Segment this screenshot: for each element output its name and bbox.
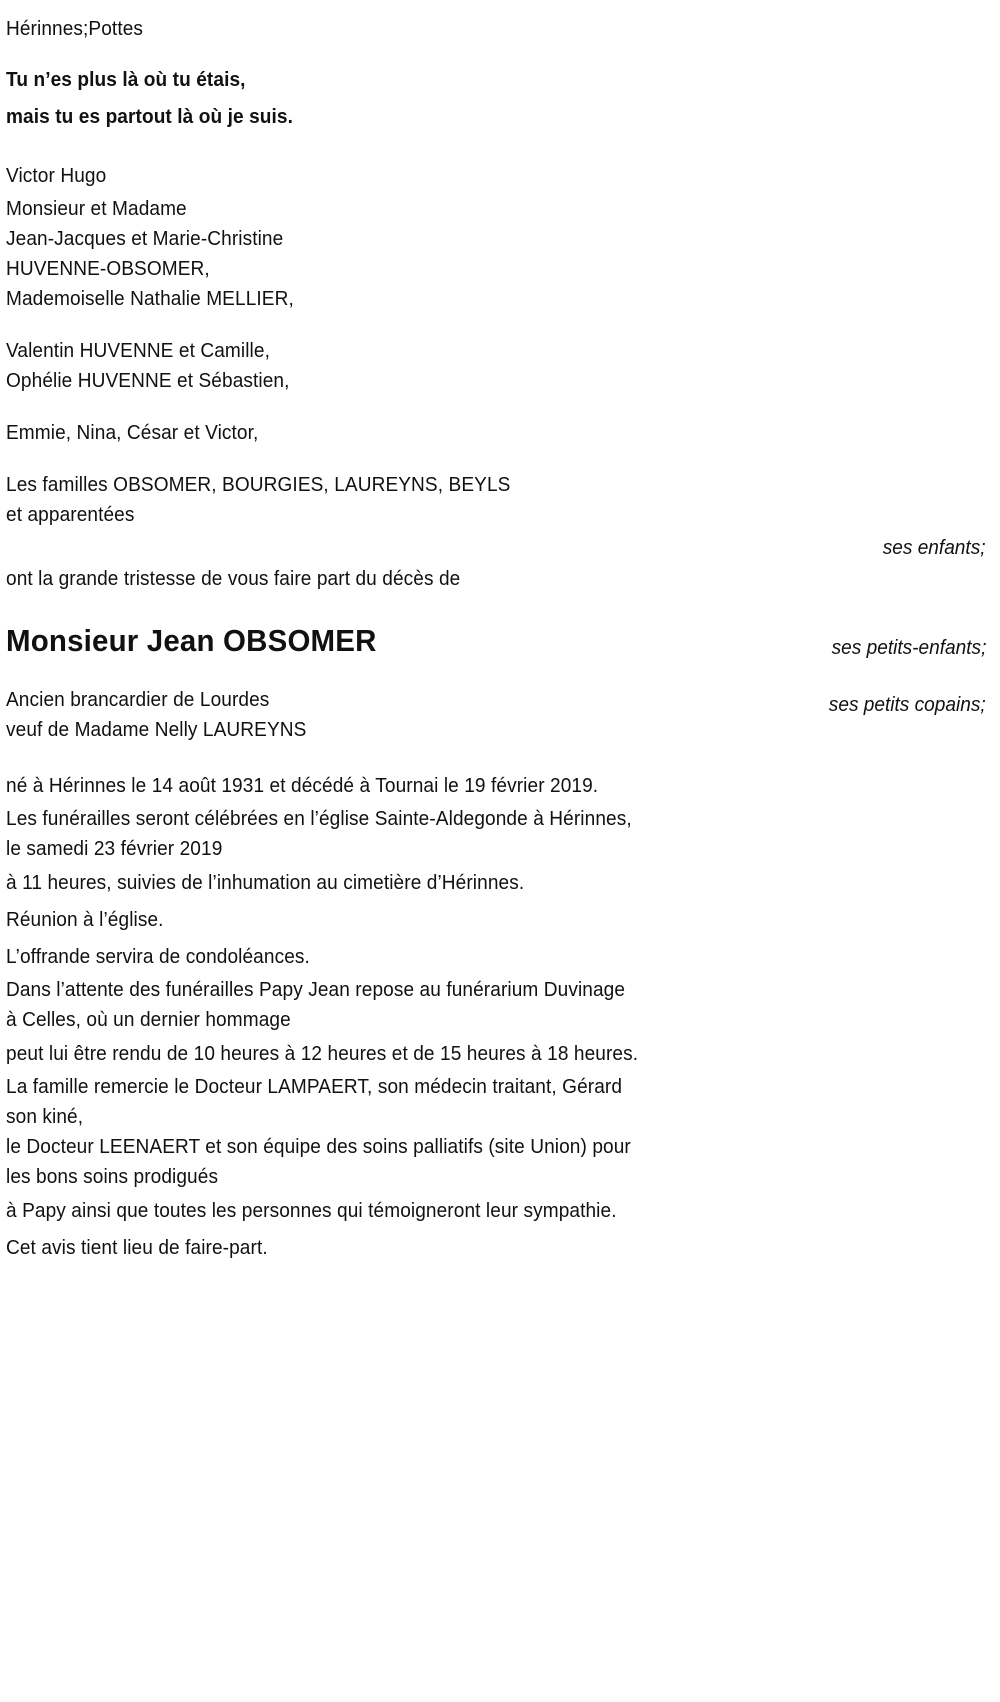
thanks-line-3: le Docteur LEENAERT et son équipe des soins palliatifs (site Union) pour: [6, 1135, 631, 1158]
grandchildren-line-2: Ophélie HUVENNE et Sébastien,: [6, 369, 290, 392]
deceased-name: Monsieur Jean OBSOMER: [6, 623, 377, 658]
relation-label-great-grandchildren: ses petits copains;: [829, 693, 986, 716]
closing-line: Cet avis tient lieu de faire-part.: [6, 1236, 268, 1259]
quote-line-1: Tu n’es plus là où tu étais,: [6, 68, 246, 91]
great-grandchildren-line-1: Emmie, Nina, César et Victor,: [6, 421, 259, 444]
announcement-intro: ont la grande tristesse de vous faire part du décès de: [6, 567, 461, 590]
spacer: [6, 448, 994, 470]
relation-label-grandchildren: ses petits-enfants;: [831, 636, 986, 659]
thanks-line-2: son kiné,: [6, 1105, 84, 1128]
spacer: [6, 314, 994, 336]
children-line-3: HUVENNE-OBSOMER,: [6, 257, 210, 280]
families-line-1: Les familles OBSOMER, BOURGIES, LAUREYNS, BEYLS: [6, 473, 511, 496]
visitation-line-1: Dans l’attente des funérailles Papy Jean repose au funérarium Duvinage: [6, 978, 626, 1001]
funeral-line-5: L’offrande servira de condoléances.: [6, 945, 310, 968]
birth-death-line: né à Hérinnes le 14 août 1931 et décédé à Tournai le 19 février 2019.: [6, 774, 599, 797]
spacer: [6, 47, 994, 61]
deceased-title-2: veuf de Madame Nelly LAUREYNS: [6, 718, 307, 741]
funeral-line-1: Les funérailles seront célébrées en l’église Sainte-Aldegonde à Hérinnes,: [6, 807, 632, 830]
locality-line: Hérinnes;Pottes: [6, 17, 144, 40]
children-line-4: Mademoiselle Nathalie MELLIER,: [6, 287, 294, 310]
grandchildren-line-1: Valentin HUVENNE et Camille,: [6, 339, 270, 362]
spacer: [6, 396, 994, 418]
deceased-title-1: Ancien brancardier de Lourdes: [6, 688, 270, 711]
spacer: [6, 745, 994, 767]
funeral-line-4: Réunion à l’église.: [6, 908, 164, 931]
thanks-line-1: La famille remercie le Docteur LAMPAERT, son médecin traitant, Gérard: [6, 1075, 623, 1098]
children-line-2: Jean-Jacques et Marie-Christine: [6, 227, 284, 250]
visitation-line-3: peut lui être rendu de 10 heures à 12 heures et de 15 heures à 18 heures.: [6, 1042, 639, 1065]
visitation-line-2: à Celles, où un dernier hommage: [6, 1008, 291, 1031]
funeral-line-2: le samedi 23 février 2019: [6, 837, 223, 860]
thanks-line-4: les bons soins prodigués: [6, 1165, 219, 1188]
funeral-line-3: à 11 heures, suivies de l’inhumation au cimetière d’Hérinnes.: [6, 871, 525, 894]
thanks-line-5: à Papy ainsi que toutes les personnes qui témoigneront leur sympathie.: [6, 1199, 617, 1222]
quote-line-2: mais tu es partout là où je suis.: [6, 105, 294, 128]
spacer: [6, 663, 994, 685]
families-line-2: et apparentées: [6, 503, 135, 526]
spacer: [6, 530, 994, 560]
quote-author: Victor Hugo: [6, 164, 107, 187]
relation-label-children: ses enfants;: [883, 536, 986, 559]
spacer: [6, 135, 994, 157]
spacer: [6, 597, 994, 619]
children-line-1: Monsieur et Madame: [6, 197, 187, 220]
